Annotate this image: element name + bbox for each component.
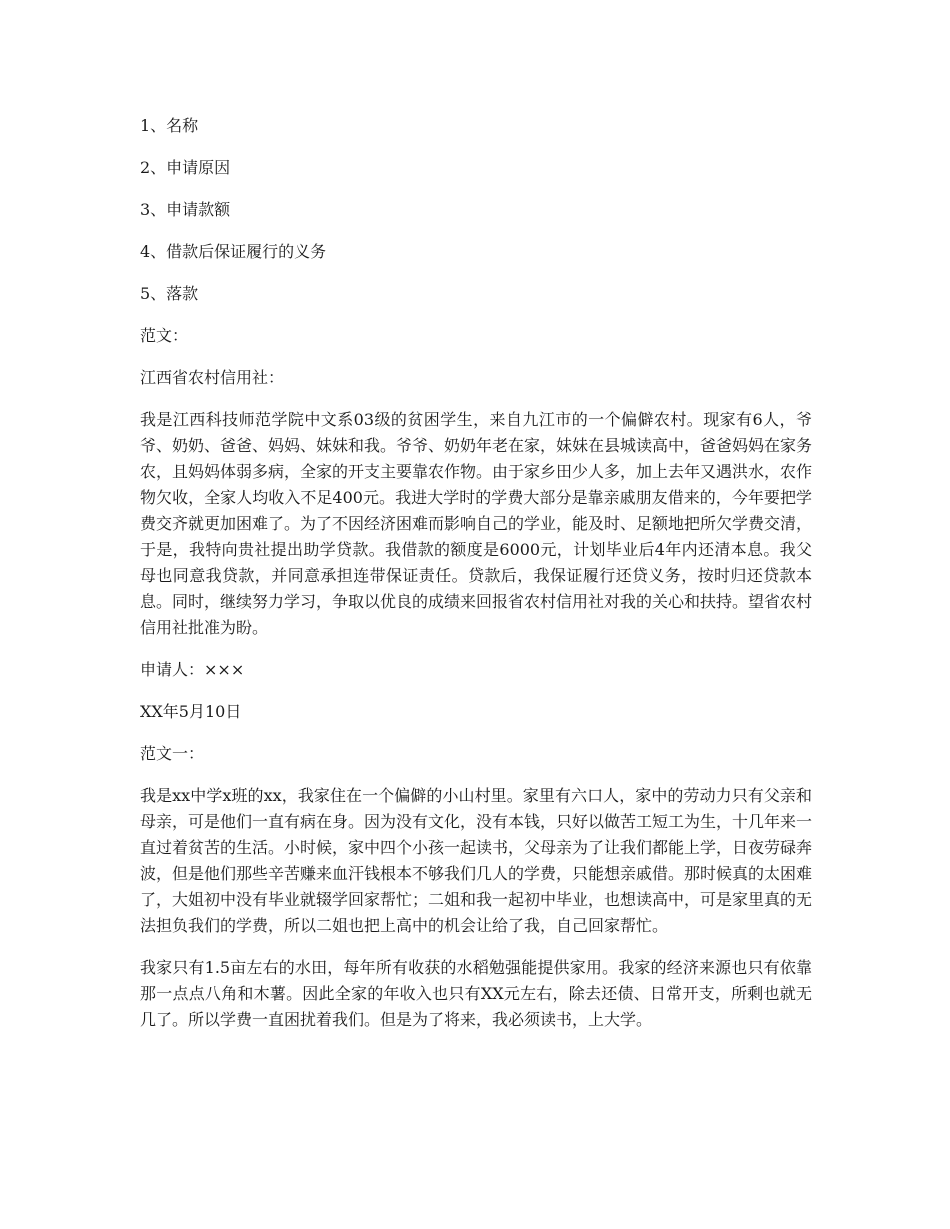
sample-one-label: 范文一：	[140, 744, 205, 763]
sample-one-paragraph: 我是xx中学x班的xx，我家住在一个偏僻的小山村里。家里有六口人，家中的劳动力只有父亲和母亲，可是他们一直有病在身。因为没有文化，没有本钱，只好以做苦工短工为生，十几年来一直过着贫苦的生活。小时候，家中四个小孩一起读书，父母亲为了让我们都能上学，日夜劳碌奔波，但是他们那些辛苦赚来血汗钱根本不够我们几人的学费，只能想亲戚借。那时候真的太困难了，大姐初中没有毕业就辍学回家帮忙；二姐和我一起初中毕业，也想读高中，可是家里真的无法担负我们的学费，所以二姐也把上高中的机会让给了我，自己回家帮忙。	[140, 786, 813, 935]
sample-label: 范文：	[140, 326, 189, 345]
list-item-reason: 2、申请原因	[140, 158, 231, 177]
date-line: XX年5月10日	[140, 702, 242, 721]
list-item-amount: 3、申请款额	[140, 200, 231, 219]
document-content	[140, 113, 812, 1049]
sample-one-paragraph: 我家只有1.5亩左右的水田，每年所有收获的水稻勉强能提供家用。我家的经济来源也只有依靠那一点点八角和木薯。因此全家的年收入也只有XX元左右，除去还债、日常开支，所剩也就无几了。所以学费一直困扰着我们。但是为了将来，我必须读书，上大学。	[140, 958, 812, 1029]
list-item-obligation: 4、借款后保证履行的义务	[140, 242, 327, 261]
salutation: 江西省农村信用社：	[140, 368, 285, 387]
applicant-line: 申请人：×××	[140, 660, 245, 679]
list-item-name: 1、名称	[140, 116, 199, 135]
body-paragraph: 我是江西科技师范学院中文系03级的贫困学生，来自九江市的一个偏僻农村。现家有6人，爷爷、奶奶、爸爸、妈妈、妹妹和我。爷爷、奶奶年老在家，妹妹在县城读高中，爸爸妈妈在家务农，且妈妈体弱多病，全家的开支主要靠农作物。由于家乡田少人多，加上去年又遇洪水，农作物欠收，全家人均收入不足400元。我进大学时的学费大部分是靠亲戚朋友借来的，今年要把学费交齐就更加困难了。为了不因经济困难而影响自己的学业，能及时、足额地把所欠学费交清，于是，我特向贵社提出助学贷款。我借款的额度是6000元，计划毕业后4年内还清本息。我父母也同意我贷款，并同意承担连带保证责任。贷款后，我保证履行还贷义务，按时归还贷款本息。同时，继续努力学习，争取以优良的成绩来回报省农村信用社对我的关心和扶持。望省农村信用社批准为盼。	[140, 410, 813, 637]
list-item-signature: 5、落款	[140, 284, 199, 303]
